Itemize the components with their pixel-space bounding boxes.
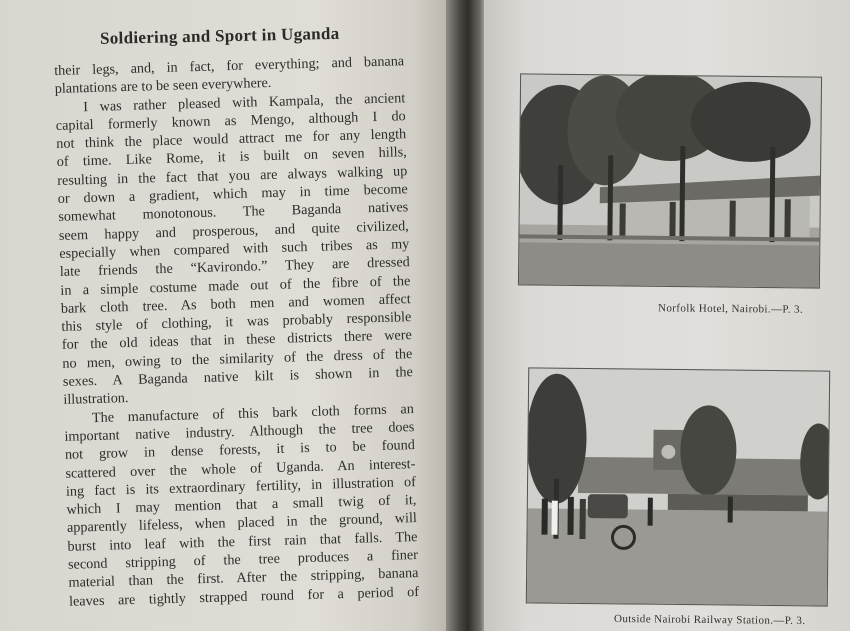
text-line: important native industry. Although the tree does	[64, 419, 415, 445]
text-line: material than the first. After the stripping, banana	[68, 565, 419, 592]
text-line: for the old ideas that in these districts there were	[61, 327, 413, 354]
body-text	[54, 52, 419, 610]
text-line: this style of clothing, it was probably responsible	[61, 309, 412, 336]
running-head: Soldiering and Sport in Uganda	[99, 23, 340, 48]
text-line: bark cloth tree. As both men and women affect	[60, 290, 411, 317]
text-line: second stripping of the tree produces a finer	[67, 547, 419, 573]
text-line: in a simple costume made out of the fibre of the	[60, 272, 411, 299]
text-line: capital formerly known as Mengo, although I do	[55, 108, 406, 134]
text-line: especially when compared with such tribes as my	[59, 236, 410, 262]
text-line: seem happy and prosperous, and quite civilized,	[58, 217, 409, 244]
text-line: somewhat monotonous. The Baganda natives	[58, 199, 409, 226]
text-line: sexes. A Baganda native kilt is shown in the	[62, 364, 414, 390]
railway-station-photo	[527, 368, 829, 605]
text-line: I was rather pleased with Kampala, the ancient	[83, 89, 406, 115]
norfolk-hotel-photo	[519, 74, 821, 287]
text-line: leaves are tightly strapped round for a period of	[68, 583, 420, 610]
text-line: burst into leaf with the first rain that falls. The	[67, 528, 418, 555]
text-line: no men, owing to the similarity of the dress of the	[62, 345, 413, 372]
text-line: resulting in the fact that you are always walking up	[57, 162, 408, 189]
text-line: or down a gradient, which may in time become	[57, 181, 408, 208]
right-page	[484, 0, 850, 631]
photo-caption: Norfolk Hotel, Nairobi.—P. 3.	[657, 302, 804, 316]
text-line: apparently lifeless, when placed in the ground, will	[66, 510, 418, 537]
text-line: scattered over the whole of Uganda. An interest-	[65, 455, 416, 482]
text-line: plantations are to be seen everywhere.	[54, 75, 272, 98]
text-line: not grow in dense forests, it is to be found	[64, 437, 416, 464]
book-gutter	[446, 0, 486, 631]
text-line: of time. Like Rome, it is built on seven hills,	[56, 144, 407, 171]
text-line: not think the place would attract me for any length	[56, 126, 407, 153]
text-line: ing fact is its extraordinary fertility, in illustration of	[65, 473, 417, 500]
text-line: late friends the “Kavirondo.” They are dressed	[59, 254, 410, 281]
text-line: illustration.	[63, 390, 129, 409]
text-line: The manufacture of this bark cloth forms an	[91, 400, 415, 426]
text-line: which I may mention that a small twig of it,	[66, 492, 417, 518]
text-line: their legs, and, in fact, for everything; and banana	[54, 53, 405, 79]
photo-caption: Outside Nairobi Railway Station.—P. 3.	[613, 612, 806, 628]
